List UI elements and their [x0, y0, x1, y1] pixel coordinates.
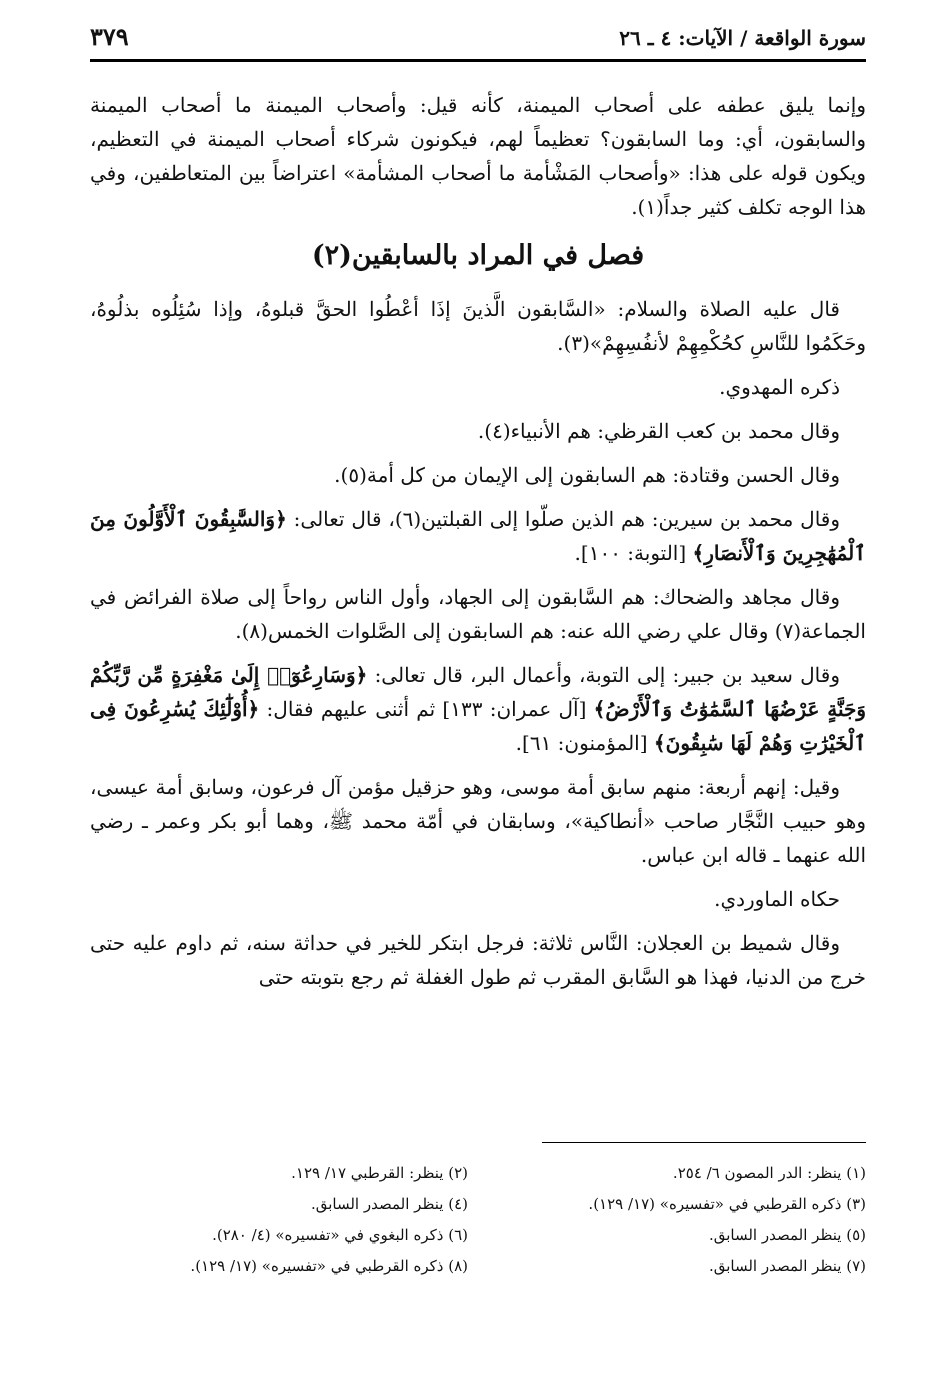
footnote: (٤) ينظر المصدر السابق. — [310, 1195, 468, 1213]
section-heading: فصل في المراد بالسابقين(٢) — [311, 240, 645, 271]
paragraph-mawardi: حكاه الماوردي. — [714, 887, 840, 911]
paragraph-mahdawi: ذكره المهدوي. — [719, 375, 840, 399]
footnote: (١) ينظر: الدر المصون ٦/ ٢٥٤. — [672, 1164, 866, 1182]
footnote-rule — [542, 1142, 866, 1143]
paragraph-continuation: وإنما يليق عطفه على أصحاب الميمنة، كأنه قيل: وأصحاب الميمنة ما أصحاب الميمنة والسابقون، أي: وما السابقون؟ تعظيماً لهم، فيكونون شركاء أصحاب الميمنة في التعظيم، ويكون قوله على هذا: «وأصحاب المَشْأمة ما أصحاب المشأمة» اعتراضاً بين المتعاطفين، وفي هذا الوجه تكلف كثير جداً(١). — [90, 93, 867, 219]
footnote: (٥) ينظر المصدر السابق. — [708, 1226, 866, 1244]
paragraph-shumait: وقال شميط بن العجلان: النَّاس ثلاثة: فرجل ابتكر للخير في حداثة سنه، ثم داوم عليه حتى خرج من الدنيا، فهذا هو السَّابق المقرب ثم طول الغفلة ثم رجع بتوبته حتى — [90, 931, 866, 989]
verse-reference: [آل عمران: ١٣٣] ثم أثنى عليهم فقال: — [266, 697, 587, 721]
paragraph-sirin — [90, 502, 866, 570]
paragraph-hadith: قال عليه الصلاة والسلام: «السَّابقون الَّذينَ إذَا أعْطُوا الحقَّ قبلوهُ، وإذا سُئِلُوه بذلُوهُ، وحَكَمُوا للنَّاسِ كحُكْمِهِمْ لأنفُسِهِمْ»(٣). — [90, 297, 866, 355]
footnote: (٨) ذكره القرطبي في «تفسيره» (١٧/ ١٢٩). — [190, 1257, 468, 1275]
quran-verse: ﴿أُوْلَٰٓئِكَ يُسَٰرِعُونَ فِى ٱلْخَيْرَٰتِ وَهُمْ لَهَا سَٰبِقُونَ﴾ — [90, 697, 866, 755]
quran-verse: ﴿وَالسَّٰبِقُونَ ٱلْأَوَّلُونَ مِنَ ٱلْمُهَٰجِرِينَ وَٱلْأَنصَارِ﴾ — [90, 507, 866, 565]
footnote: (٦) ذكره البغوي في «تفسيره» (٤/ ٢٨٠). — [212, 1226, 468, 1244]
footnote: (٣) ذكره القرطبي في «تفسيره» (١٧/ ١٢٩). — [588, 1195, 866, 1213]
verse-reference: [التوبة: ١٠٠]. — [574, 541, 687, 565]
running-header — [90, 14, 866, 62]
paragraph-text: وقال سعيد بن جبير: إلى التوبة، وأعمال البر، قال تعالى: — [374, 663, 840, 687]
page-number: ٣٧٩ — [90, 22, 129, 51]
quran-verse: ﴿وَسَارِعُوٓا۟ إِلَىٰ مَغْفِرَةٍ مِّن رَّبِّكُمْ وَجَنَّةٍ عَرْضُهَا ٱلسَّمَٰوَٰتُ وَٱلْأَرْضُ﴾ — [90, 663, 867, 721]
paragraph-qurazi: وقال محمد بن كعب القرظي: هم الأنبياء(٤). — [477, 419, 840, 443]
paragraph-text: وقال محمد بن سيرين: هم الذين صلّوا إلى القبلتين(٦)، قال تعالى: — [293, 507, 841, 531]
paragraph-hasan: وقال الحسن وقتادة: هم السابقون إلى الإيمان من كل أمة(٥). — [334, 463, 840, 487]
paragraph-mujahid: وقال مجاهد والضحاك: هم السَّابقون إلى الجهاد، وأول الناس رواحاً إلى صلاة الفرائض في الجماعة(٧) وقال علي رضي الله عنه: هم السابقون إلى الصَّلوات الخمس(٨). — [90, 585, 866, 643]
footnote: (٧) ينظر المصدر السابق. — [708, 1257, 866, 1275]
main-text — [90, 88, 866, 1004]
paragraph-four: وقيل: إنهم أربعة: منهم سابق أمة موسى، وهو حزقيل مؤمن آل فرعون، وسابق أمة عيسى، وهو حبيب النَّجَّار صاحب «أنطاكية»، وسابقان في أمّة محمد ﷺ، وهما أبو بكر وعمر ـ رضي الله عنهما ـ قاله ابن عباس. — [90, 775, 866, 867]
header-rule — [90, 59, 866, 62]
verse-reference: [المؤمنون: ٦١]. — [515, 731, 648, 755]
footnotes — [90, 1158, 866, 1282]
surah-title: سورة الواقعة / الآيات: ٤ ـ ٢٦ — [619, 26, 866, 50]
paragraph-jubair — [90, 658, 866, 760]
footnote: (٢) ينظر: القرطبي ١٧/ ١٢٩. — [291, 1164, 468, 1182]
